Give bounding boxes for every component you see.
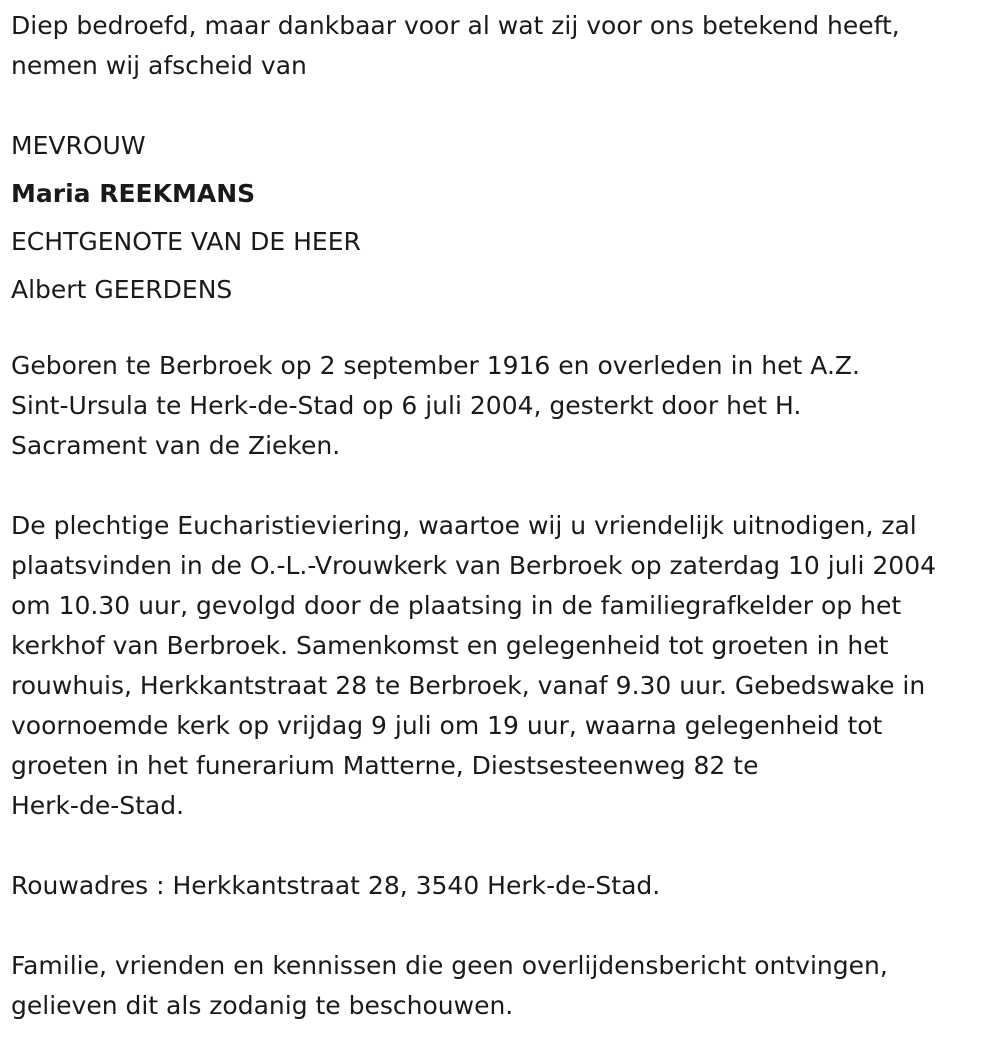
deceased-block — [11, 122, 996, 314]
obituary-notice — [11, 6, 996, 1026]
intro-paragraph — [11, 6, 996, 86]
deceased-relation: ECHTGENOTE VAN DE HEER — [11, 227, 361, 256]
mourning-address: Rouwadres : Herkkantstraat 28, 3540 Herk-de-Stad. — [11, 871, 661, 900]
intro-line: Diep bedroefd, maar dankbaar voor al wat zij voor ons betekend heeft, — [11, 11, 900, 40]
ceremony-line: om 10.30 uur, gevolgd door de plaatsing in de familiegrafkelder op het — [11, 591, 902, 620]
intro-line: nemen wij afscheid van — [11, 51, 307, 80]
birth-death-line: Sacrament van de Zieken. — [11, 431, 341, 460]
ceremony-line: De plechtige Eucharistieviering, waartoe wij u vriendelijk uitnodigen, zal — [11, 511, 917, 540]
birth-death-line: Geboren te Berbroek op 2 september 1916 en overleden in het A.Z. — [11, 351, 860, 380]
ceremony-paragraph — [11, 506, 996, 826]
closing-paragraph — [11, 946, 996, 1026]
closing-line: Familie, vrienden en kennissen die geen overlijdensbericht ontvingen, — [11, 951, 888, 980]
ceremony-line: rouwhuis, Herkkantstraat 28 te Berbroek, vanaf 9.30 uur. Gebedswake in — [11, 671, 926, 700]
birth-death-line: Sint-Ursula te Herk-de-Stad op 6 juli 2004, gesterkt door het H. — [11, 391, 802, 420]
ceremony-line: Herk-de-Stad. — [11, 791, 185, 820]
birth-death-paragraph — [11, 346, 996, 466]
address-paragraph — [11, 866, 996, 906]
deceased-title: MEVROUW — [11, 131, 146, 160]
ceremony-line: voornoemde kerk op vrijdag 9 juli om 19 uur, waarna gelegenheid tot — [11, 711, 883, 740]
ceremony-line: groeten in het funerarium Matterne, Diestsesteenweg 82 te — [11, 751, 759, 780]
ceremony-line: plaatsvinden in de O.-L.-Vrouwkerk van Berbroek op zaterdag 10 juli 2004 — [11, 551, 936, 580]
ceremony-line: kerkhof van Berbroek. Samenkomst en gelegenheid tot groeten in het — [11, 631, 889, 660]
spouse-name: Albert GEERDENS — [11, 275, 233, 304]
closing-line: gelieven dit als zodanig te beschouwen. — [11, 991, 514, 1020]
deceased-name: Maria REEKMANS — [11, 179, 256, 208]
